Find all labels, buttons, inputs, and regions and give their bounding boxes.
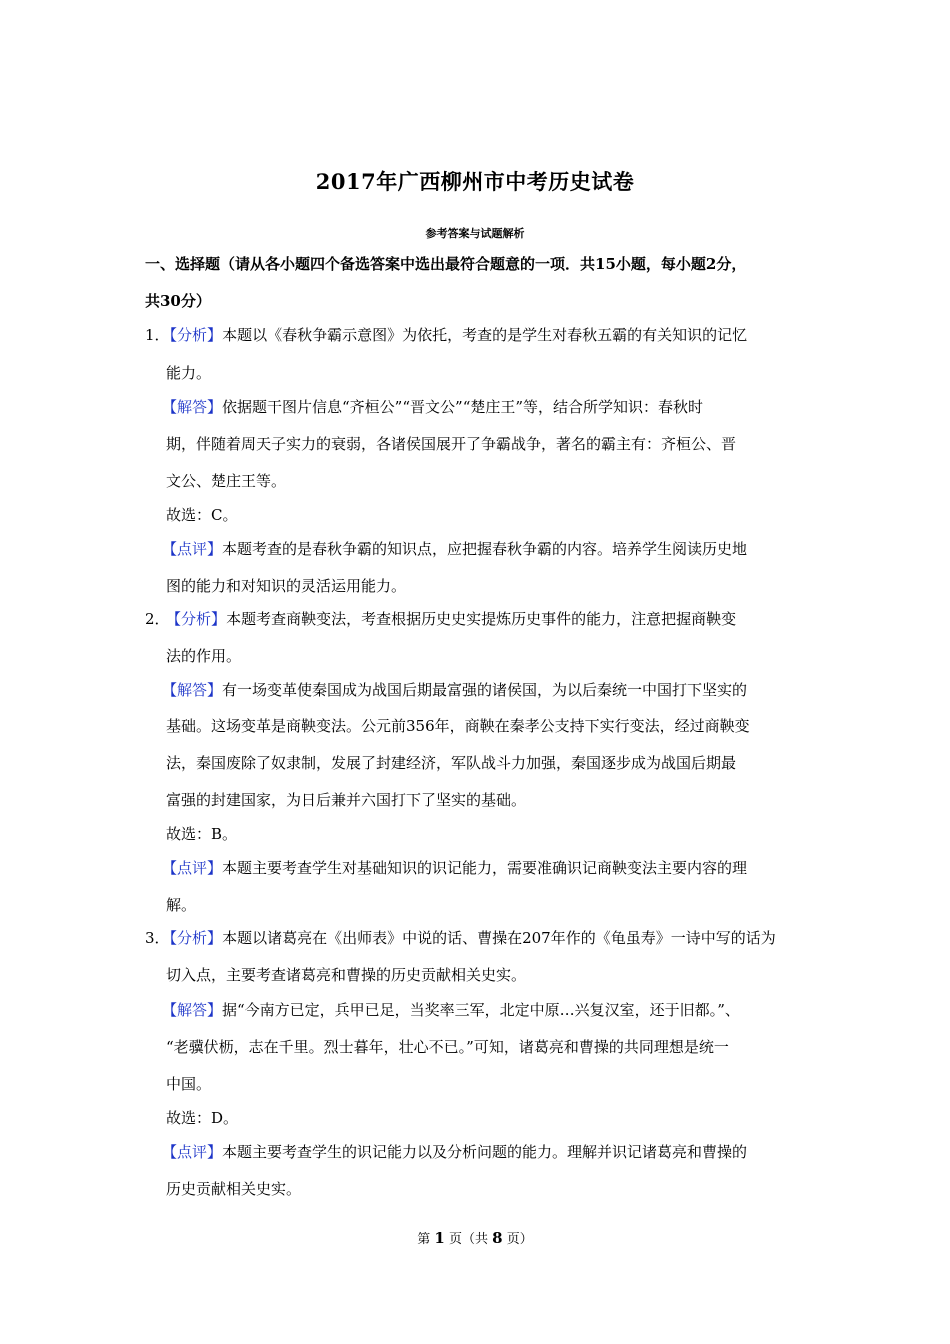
total-page-count: 8 — [492, 1229, 503, 1247]
question-1-analysis-line-1: 1．【分析】本题以《春秋争霸示意图》为依托，考查的是学生对春秋五霸的有关知识的记忆 — [145, 326, 748, 344]
page-title: 2017年广西柳州市中考历史试卷 — [315, 169, 635, 194]
question-3-answer-line-2: “老骥伏枥，志在千里。烈士暮年，壮心不已。”可知，诸葛亮和曹操的共同理想是统一 — [166, 1038, 729, 1056]
question-2-answer-line-4: 富强的封建国家，为日后兼并六国打下了坚实的基础。 — [166, 791, 527, 809]
question-2-comment-line-2: 解。 — [166, 896, 197, 914]
question-3-answer-line-3: 中国。 — [166, 1075, 212, 1093]
question-1-choice: 故选：C。 — [166, 506, 238, 524]
question-3-answer-line-1: 【解答】据“今南方已定，兵甲已足，当奖率三军，北定中原…兴复汉室，还于旧都。”、 — [162, 1001, 740, 1019]
analysis-tag: 【分析】 — [169, 326, 223, 344]
question-2-comment-line-1: 【点评】本题主要考查学生对基础知识的识记能力，需要准确识记商鞅变法主要内容的理 — [162, 859, 748, 877]
answer-tag: 【解答】 — [162, 398, 223, 416]
question-3-comment-line-2: 历史贡献相关史实。 — [166, 1180, 302, 1198]
analysis-tag: 【分析】 — [173, 610, 227, 628]
current-page-number: 1 — [434, 1229, 445, 1247]
question-3-choice: 故选：D。 — [166, 1109, 239, 1127]
question-2-choice: 故选：B。 — [166, 825, 238, 843]
section-heading — [145, 246, 810, 320]
question-1-analysis-line-2: 能力。 — [166, 364, 212, 382]
question-2-analysis-line-2: 法的作用。 — [166, 647, 242, 665]
answer-tag: 【解答】 — [162, 681, 223, 699]
question-number: 2． — [145, 610, 170, 628]
comment-tag: 【点评】 — [162, 859, 223, 877]
question-number: 1． — [145, 326, 170, 344]
page-subtitle: 参考答案与试题解析 — [425, 227, 525, 240]
question-2-analysis-line-1: 2． 【分析】本题考查商鞅变法，考查根据历史史实提炼历史事件的能力，注意把握商鞅变 — [145, 610, 737, 628]
question-1-answer-line-1: 【解答】依据题干图片信息“齐桓公”“晋文公”“楚庄王”等，结合所学知识：春秋时 — [162, 398, 704, 416]
question-1-comment-line-2: 图的能力和对知识的灵活运用能力。 — [166, 577, 407, 595]
comment-tag: 【点评】 — [162, 1143, 223, 1161]
question-number: 3． — [145, 929, 170, 947]
question-2-answer-line-3: 法，秦国废除了奴隶制，发展了封建经济，军队战斗力加强，秦国逐步成为战国后期最 — [166, 754, 737, 772]
analysis-tag: 【分析】 — [169, 929, 223, 947]
question-3-analysis-line-1: 3．【分析】本题以诸葛亮在《出师表》中说的话、曹操在207年作的《龟虽寿》一诗中写的话为 — [145, 929, 776, 947]
question-1-comment-line-1: 【点评】本题考查的是春秋争霸的知识点，应把握春秋争霸的内容。培养学生阅读历史地 — [162, 540, 748, 558]
question-1-answer-line-2: 期，伴随着周天子实力的衰弱，各诸侯国展开了争霸战争，著名的霸主有：齐桓公、晋 — [166, 435, 737, 453]
question-1-answer-line-3: 文公、楚庄王等。 — [166, 472, 287, 490]
question-3-analysis-line-2: 切入点，主要考查诸葛亮和曹操的历史贡献相关史实。 — [166, 966, 527, 984]
comment-tag: 【点评】 — [162, 540, 223, 558]
page-footer: 第 1 页（共 8 页） — [417, 1229, 533, 1247]
answer-tag: 【解答】 — [162, 1001, 223, 1019]
question-3-comment-line-1: 【点评】本题主要考查学生的识记能力以及分析问题的能力。理解并识记诸葛亮和曹操的 — [162, 1143, 748, 1161]
question-2-answer-line-1: 【解答】有一场变革使秦国成为战国后期最富强的诸侯国，为以后秦统一中国打下坚实的 — [162, 681, 748, 699]
section-heading-line-1: 一、选择题（请从各小题四个备选答案中选出最符合题意的一项．共15小题，每小题2分， — [145, 255, 747, 273]
section-heading-line-2: 共30分） — [145, 292, 211, 310]
question-2-answer-line-2: 基础。这场变革是商鞅变法。公元前356年，商鞅在秦孝公支持下实行变法，经过商鞅变 — [166, 717, 750, 735]
